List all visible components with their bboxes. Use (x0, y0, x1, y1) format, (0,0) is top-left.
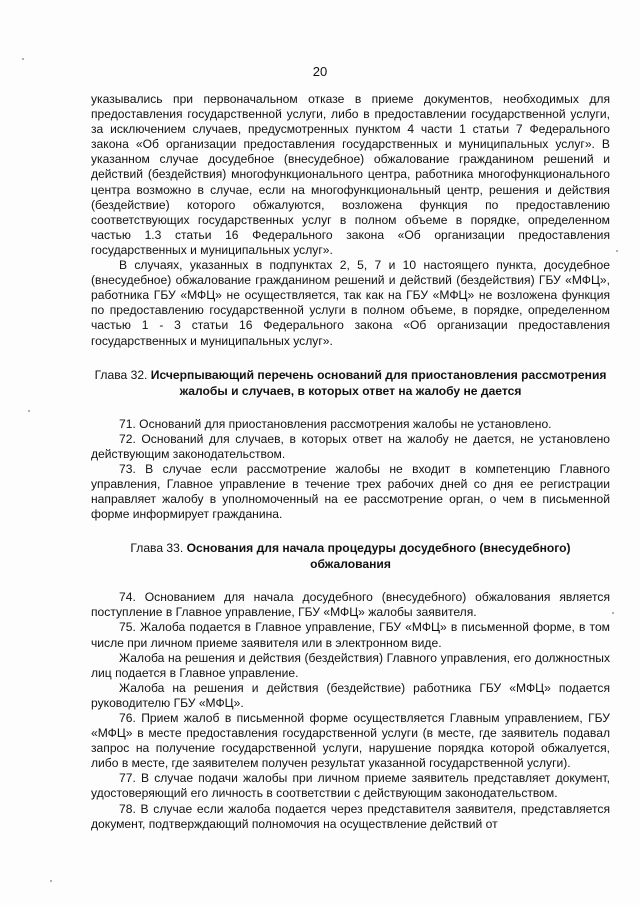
chapter-33-heading (91, 540, 610, 572)
scan-speck (28, 410, 30, 412)
paragraph: 78. В случае если жалоба подается через представителя заявителя, представляется документ, подтверждающий полномочия на осуществление действий от (91, 801, 610, 831)
chapter-title: Исчерпывающий перечень оснований для приостановления рассмотрения жалобы и случаев, в которых ответ на жалобу не дается (150, 367, 607, 398)
paragraph: В случаях, указанных в подпунктах 2, 5, 7 и 10 настоящего пункта, досудебное (внесудебное) обжалование гражданином решений и действий (бездействия) ГБУ «МФЦ», работника ГБУ «МФЦ» не осуществляется, так как на ГБУ «МФЦ» не возложена функция по предоставлению государственной услуги в полном объеме, в порядке, определенном частью 1 - 3 статьи 16 Федерального закона «Об организации предоставления государственных и муниципальных услуг». (91, 258, 610, 348)
page-number: 20 (312, 64, 328, 79)
chapter-title: Основания для начала процедуры досудебного (внесудебного) обжалования (186, 541, 571, 572)
paragraph: 75. Жалоба подается в Главное управление, ГБУ «МФЦ» в письменной форме, в том числе при личном приеме заявителя или в электронном виде. (91, 620, 610, 650)
chapter-label: Глава 33. (130, 541, 184, 556)
paragraph: 73. В случае если рассмотрение жалобы не входит в компетенцию Главного управления, Главное управление в течение трех рабочих дней со дня ее регистрации направляет жалобу в уполномоченный на ее рассмотрение орган, о чем в письменной форме информирует гражданина. (91, 461, 610, 522)
document-body (91, 92, 610, 832)
paragraph: 76. Прием жалоб в письменной форме осуществляется Главным управлением, ГБУ «МФЦ» в месте предоставления государственной услуги (в месте, где заявитель подавал запрос на получение государственной услуги, нарушение порядка которой обжалуется, либо в месте, где заявителем получен результат указанной государственной услуги). (91, 711, 610, 771)
paragraph: указывались при первоначальном отказе в приеме документов, необходимых для предоставления государственной услуги, либо в предоставлении государственной услуги, за исключением случаев, предусмотренных пунктом 4 части 1 статьи 7 Федерального закона «Об организации предоставления государственных и муниципальных услуг». В указанном случае досудебное (внесудебное) обжалование гражданином решений и действий (бездействия) многофункционального центра, работника многофункционального центра возможно в случае, если на многофункциональный центр, решения и действия (бездействие) которого обжалуются, возложена функция по предоставлению соответствующих государственных услуг в полном объеме в порядке, определенном частью 1.3 статьи 16 Федерального закона «Об организации предоставления государственных и муниципальных услуг». (91, 92, 610, 257)
scan-speck (612, 612, 614, 614)
paragraph: 74. Основанием для начала досудебного (внесудебного) обжалования является поступление в Главное управление, ГБУ «МФЦ» жалобы заявителя. (91, 590, 610, 620)
paragraph: Жалоба на решения и действия (бездействие) работника ГБУ «МФЦ» подается руководителю ГБУ «МФЦ». (91, 680, 610, 710)
paragraph: Жалоба на решения и действия (бездействия) Главного управления, его должностных лиц подается в Главное управление. (91, 650, 610, 680)
chapter-32-heading (91, 367, 610, 399)
paragraph: 71. Оснований для приостановления рассмотрения жалобы не установлено. (119, 416, 552, 431)
scan-speck (22, 58, 24, 60)
paragraph: 72. Оснований для случаев, в которых ответ на жалобу не дается, не установлено действующим законодательством. (91, 431, 610, 461)
scan-speck (50, 880, 52, 882)
paragraph: 77. В случае подачи жалобы при личном приеме заявитель представляет документ, удостоверяющий его личность в соответствии с действующим законодательством. (91, 771, 610, 801)
scan-speck (616, 250, 618, 252)
chapter-label: Глава 32. (94, 367, 148, 382)
